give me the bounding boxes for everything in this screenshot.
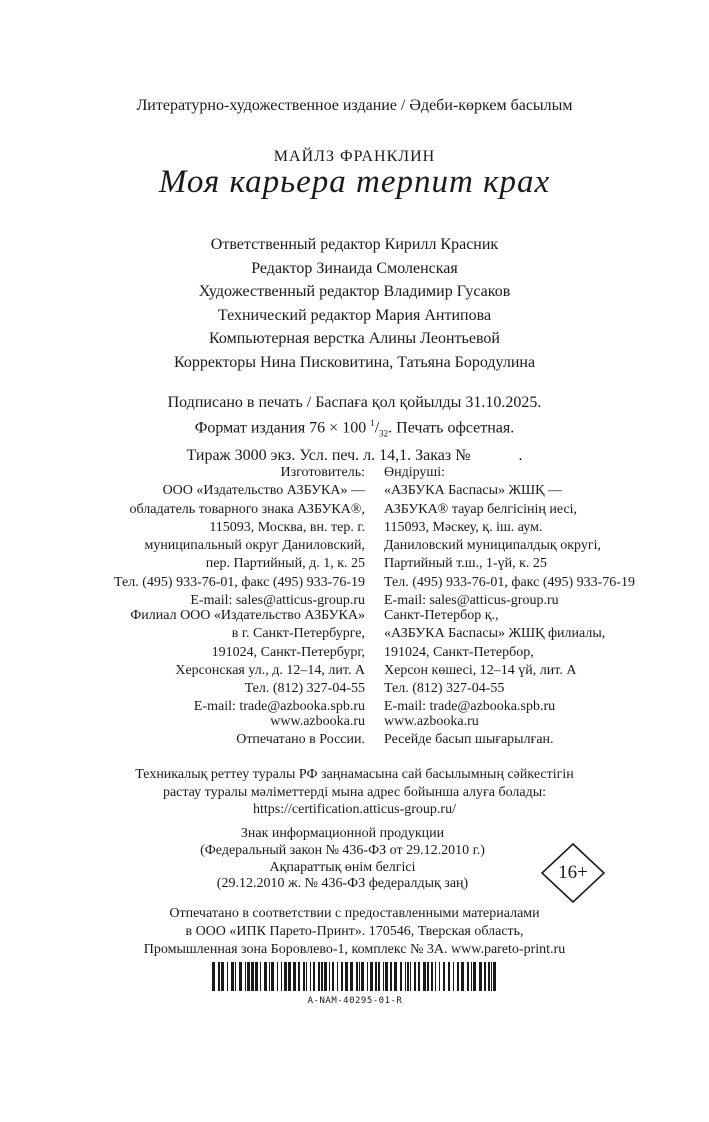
barcode-bar <box>221 962 224 991</box>
barcode-bar <box>271 962 274 991</box>
barcode-bar <box>212 962 215 991</box>
barcode-bar <box>385 962 388 991</box>
barcode-bar <box>350 962 353 991</box>
barcode-bar <box>471 962 472 991</box>
barcode-bar <box>488 962 490 991</box>
age-rating-badge <box>541 843 605 903</box>
barcode-bar <box>493 962 496 991</box>
barcode-bar <box>313 962 315 991</box>
manufacturer-kz-line: Өндіруші: <box>384 465 445 480</box>
barcode-bar <box>405 962 406 991</box>
credit-line: Ответственный редактор Кирилл Красник <box>210 236 499 253</box>
barcode-bar <box>264 962 267 991</box>
barcode-bar <box>427 962 429 991</box>
branch-ru-line: в г. Санкт-Петербурге, <box>231 626 365 642</box>
info-product-mark <box>150 826 535 893</box>
barcode-bar <box>431 962 433 991</box>
web-kz <box>384 713 554 750</box>
barcode-bar <box>473 962 476 991</box>
print-info-block <box>0 392 709 466</box>
info-mark-line: (Федеральный закон № 436-ФЗ от 29.12.2010 г.) <box>200 842 485 858</box>
branch-ru-line: Тел. (812) 327-04-55 <box>244 681 365 697</box>
barcode-bar <box>491 962 492 991</box>
barcode-bar <box>227 962 228 991</box>
web-ru <box>236 713 365 750</box>
barcode-bar <box>453 962 454 991</box>
credits-block <box>0 233 709 375</box>
format-prefix: Формат издания 76 × 100 <box>194 419 371 437</box>
barcode-bar <box>484 962 486 991</box>
barcode-bar <box>457 962 459 991</box>
barcode-bar <box>361 962 364 991</box>
barcode-bar <box>284 962 287 991</box>
website-link[interactable]: www.azbooka.ru <box>384 714 479 729</box>
format-numerator: 1 <box>370 418 375 428</box>
barcode-bar <box>239 962 242 991</box>
manufacturer-ru-line: пер. Партийный, д. 1, к. 25 <box>205 556 365 572</box>
info-mark-line: (29.12.2010 ж. № 436-ФЗ федералдық заң) <box>216 876 469 892</box>
manufacturer-kz-line: Тел. (495) 933-76-01, факс (495) 933-76-19 <box>384 574 635 590</box>
barcode-bar <box>329 962 330 991</box>
barcode-bar <box>288 962 291 991</box>
credit-line: Компьютерная верстка Алины Леонтьевой <box>209 330 500 348</box>
branch-kz-line: 191024, Санкт-Петербор, <box>384 644 534 660</box>
branch-kz-line: E-mail: trade@azbooka.spb.ru <box>384 699 556 715</box>
barcode-bar <box>218 962 220 991</box>
branch-ru-line: E-mail: trade@azbooka.spb.ru <box>193 699 365 715</box>
manufacturer-kz-line: 115093, Мәскеу, қ. іш. аум. <box>384 519 543 535</box>
branch-ru-line: Херсонская ул., д. 12–14, лит. А <box>175 662 365 678</box>
barcode-bar <box>367 962 368 991</box>
barcode-bar <box>435 962 436 991</box>
manufacturer-ru-line: Изготовитель: <box>280 465 365 480</box>
barcode-bar <box>231 962 234 991</box>
barcode-bar <box>448 962 450 991</box>
barcode-bar <box>341 962 343 991</box>
barcode-bar <box>332 962 334 991</box>
barcode-bar <box>251 962 254 991</box>
barcode-bar <box>247 962 250 991</box>
barcode-bar <box>467 962 469 991</box>
barcode <box>212 962 498 991</box>
book-title: Моя карьера терпит крах <box>158 164 551 200</box>
barcode-bar <box>423 962 426 991</box>
branch-kz-line: Санкт-Петербор қ., <box>384 608 499 623</box>
format-line <box>0 413 709 445</box>
printer-block <box>0 905 709 958</box>
info-mark-line: Знак информационной продукции <box>240 826 445 841</box>
certification-line: растау туралы мәліметтерді мына адрес бойынша алуға болады: <box>162 784 547 800</box>
barcode-bar <box>337 962 338 991</box>
barcode-bar <box>414 962 416 991</box>
barcode-bar <box>281 962 282 991</box>
barcode-bar <box>306 962 307 991</box>
barcode-bar <box>310 962 311 991</box>
credit-line: Редактор Зинаида Смоленская <box>251 259 458 277</box>
barcode-bar <box>418 962 420 991</box>
format-suffix: . Печать офсетная. <box>388 419 515 437</box>
credit-line: Технический редактор Мария Антипова <box>217 306 492 324</box>
barcode-bar <box>356 962 358 991</box>
barcode-bar <box>410 962 411 991</box>
branch-kz-line: Херсон көшесі, 12–14 үй, лит. А <box>384 662 577 678</box>
barcode-bar <box>293 962 296 991</box>
credit-line: Корректоры Нина Писковитина, Татьяна Бородулина <box>173 353 536 371</box>
signed-line: Подписано в печать / Баспаға қол қойылды 31.10.2025. <box>167 394 542 411</box>
barcode-bar <box>321 962 323 991</box>
manufacturer-ru <box>114 464 365 610</box>
barcode-bar <box>324 962 327 991</box>
barcode-bar <box>378 962 380 991</box>
manufacturer-kz-line: «АЗБУКА Баспасы» ЖШҚ — <box>384 483 562 499</box>
format-separator: / <box>374 419 380 437</box>
manufacturer-ru-line: E-mail: sales@atticus-group.ru <box>190 593 365 609</box>
manufacturer-ru-line: обладатель товарного знака АЗБУКА®, <box>129 501 365 517</box>
barcode-bar <box>277 962 278 991</box>
branch-kz-line: Тел. (812) 327-04-55 <box>384 681 505 697</box>
printer-line: в ООО «ИПК Парето-Принт». 170546, Тверская область, <box>185 923 524 939</box>
branch-ru-line: 191024, Санкт-Петербург, <box>211 644 365 660</box>
barcode-bar <box>400 962 402 991</box>
branch-kz <box>384 607 605 717</box>
manufacturer-kz-line: АЗБУКА® тауар белгісінің иесі, <box>384 501 578 517</box>
barcode-bar <box>303 962 305 991</box>
manufacturer-kz-line: Партийный т.ш., 1-үй, к. 25 <box>384 556 547 572</box>
certification-block <box>0 766 709 819</box>
barcode-bar <box>345 962 348 991</box>
barcode-bar <box>260 962 261 991</box>
branch-ru <box>130 607 365 717</box>
manufacturer-ru-line: муниципальный округ Даниловский, <box>144 538 365 554</box>
barcode-bar <box>359 962 360 991</box>
manufacturer-ru-line: 115093, Москва, вн. тер. г. <box>209 519 365 535</box>
branch-kz-line: «АЗБУКА Баспасы» ЖШҚ филиалы, <box>384 626 606 642</box>
barcode-bar <box>255 962 258 991</box>
barcode-bar <box>235 962 236 991</box>
barcode-bar <box>245 962 246 991</box>
barcode-bar <box>443 962 445 991</box>
barcode-bar <box>461 962 464 991</box>
barcode-bar <box>318 962 320 991</box>
barcode-bar <box>479 962 482 991</box>
manufacturer-kz-line: Даниловский муниципалдық округі, <box>384 538 601 554</box>
barcode-bar <box>394 962 397 991</box>
barcode-bar <box>298 962 300 991</box>
run-line: Тираж 3000 экз. Усл. печ. л. 14,1. Заказ № . <box>186 446 523 464</box>
barcode-label: A-NAM-40295-01-R <box>307 996 403 1006</box>
manufacturer-ru-line: ООО «Издательство АЗБУКА» — <box>162 483 365 499</box>
barcode-bar <box>390 962 392 991</box>
author-name: МАЙЛЗ ФРАНКЛИН <box>273 148 436 165</box>
barcode-bar <box>375 962 377 991</box>
series-line: Литературно-художественное издание / Әдеби-көркем басылым <box>136 97 573 114</box>
printer-line: Отпечатано в соответствии с предоставленными материалами <box>169 906 540 921</box>
barcode-bar <box>439 962 440 991</box>
barcode-bar <box>370 962 373 991</box>
printed-in-russia: Отпечатано в России. <box>236 732 365 748</box>
branch-ru-line: Филиал ООО «Издательство АЗБУКА» <box>130 608 365 623</box>
printer-line: Промышленная зона Боровлево-1, комплекс № 3А. www.pareto-print.ru <box>143 941 566 957</box>
website-link[interactable]: www.azbooka.ru <box>270 714 365 729</box>
barcode-bar <box>407 962 409 991</box>
format-denominator: 32 <box>379 428 389 439</box>
barcode-bar <box>269 962 270 991</box>
manufacturer-ru-line: Тел. (495) 933-76-01, факс (495) 933-76-19 <box>114 574 365 590</box>
certification-line: Техникалық реттеу туралы РФ заңнамасына сай басылымның сәйкестігін <box>135 767 574 782</box>
manufacturer-kz-line: E-mail: sales@atticus-group.ru <box>384 593 559 609</box>
manufacturer-kz <box>384 464 635 610</box>
barcode-bar <box>383 962 384 991</box>
certification-link[interactable]: https://certification.atticus-group.ru/ <box>253 802 456 817</box>
age-rating-label: 16+ <box>558 862 588 883</box>
info-mark-line: Ақпараттық өнім белгісі <box>269 859 416 875</box>
credit-line: Художественный редактор Владимир Гусаков <box>198 283 511 301</box>
printed-in-russia-kz: Ресейде басып шығарылған. <box>384 732 554 748</box>
